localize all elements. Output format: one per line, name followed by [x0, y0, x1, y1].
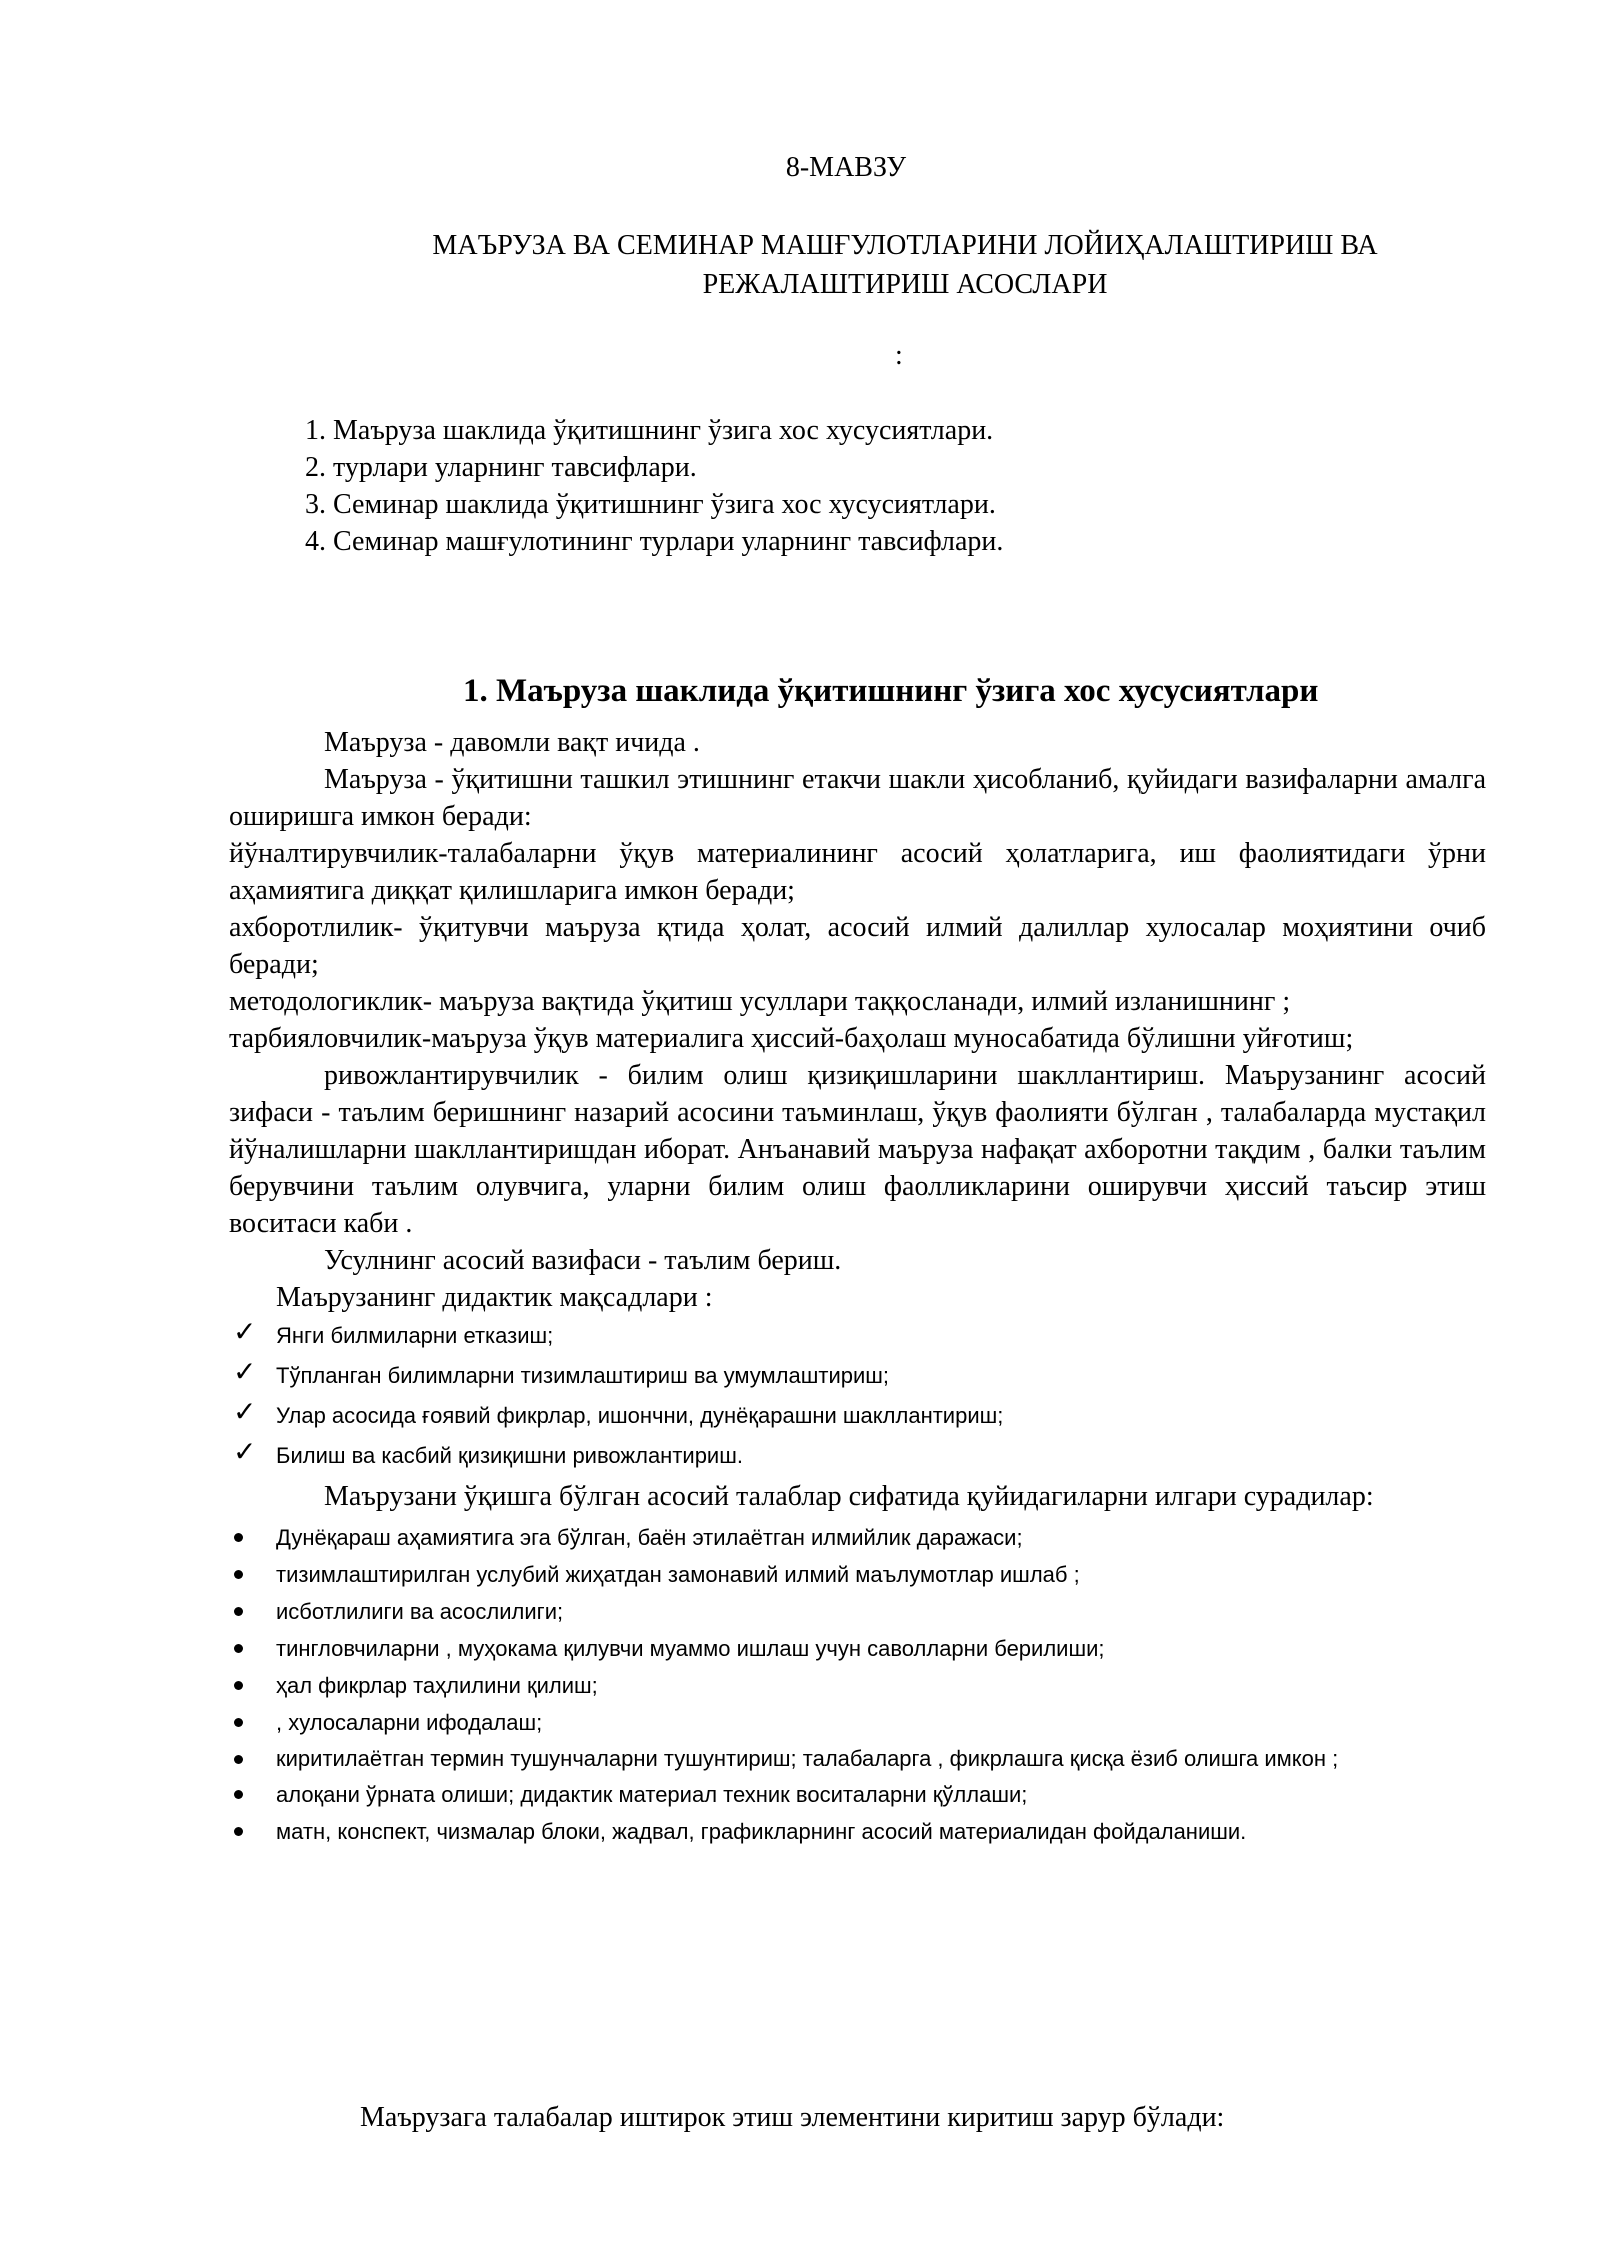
paragraph-8: Усулнинг асосий вазифаси - таълим бериш.: [324, 1245, 842, 1276]
bullet-text: , хулосаларни ифодалаш;: [276, 1710, 543, 1735]
bullet-icon: [234, 1827, 243, 1836]
check-icon: ✓: [233, 1437, 257, 1468]
bullet-icon: [234, 1755, 243, 1764]
bullet-item: [229, 1667, 1486, 1704]
checklist-item: [229, 1356, 1486, 1396]
outline-item: 3. Семинар шаклида ўқитишнинг ўзига хос хусусиятлари.: [305, 489, 996, 520]
paragraph-11: Маърузага талабалар иштирок этиш элементини киритиш зарур бўлади:: [360, 2102, 1225, 2133]
bullet-icon: [234, 1607, 243, 1616]
bullet-item: [229, 1776, 1486, 1813]
bullet-item: [229, 1593, 1486, 1630]
bullet-text: тизимлаштирилган услубий жиҳатдан замонавий илмий маълумотлар ишлаб ;: [276, 1562, 1080, 1587]
check-icon: ✓: [233, 1357, 257, 1388]
checklist-text: Билиш ва касбий қизиқишни ривожлантириш.: [276, 1443, 743, 1468]
paragraph-2: Маъруза - ўқитишни ташкил этишнинг етакчи шакли ҳисобланиб, қуйидаги вазифаларни амалга оширишга имкон беради:: [229, 764, 1486, 832]
paragraph-3: йўналтирувчилик-талабаларни ўқув материалининг асосий ҳолатларига, иш фаолиятидаги ўрни аҳамиятига диққат қилишларига имкон беради;: [229, 838, 1486, 906]
bullet-icon: [234, 1644, 243, 1653]
bullet-item: [229, 1813, 1486, 1850]
paragraph-6: тарбияловчилик-маъруза ўқув материалига ҳиссий-баҳолаш муносабатида бўлишни уйғотиш;: [229, 1023, 1354, 1054]
body-text: [229, 724, 1486, 1850]
paragraph-5: методологиклик- маъруза вақтида ўқитиш усуллари таққосланади, илмий изланишнинг ;: [229, 986, 1291, 1017]
checklist-item: [229, 1396, 1486, 1436]
paragraph-9: Маърузанинг дидактик мақсадлари :: [276, 1282, 713, 1313]
bullet-item: [229, 1630, 1486, 1667]
paragraph-4: ахборотлилик- ўқитувчи маъруза қтида ҳолат, асосий илмий далиллар хулосалар моҳиятини очиб беради;: [229, 912, 1486, 980]
paragraph-7: ривожлантирувчилик - билим олиш қизиқишларини шакллантириш. Маърузанинг асосий зифаси - таълим беришнинг назарий асосини таъминлаш, ўқув фаолияти бўлган , талабаларда мустақил йўналишларни шакллантиришдан иборат. Анъанавий маъруза нафақат ахборотни тақдим , балки таълим берувчини таълим олувчига, уларни билим олиш фаолликларини оширувчи ҳиссий таъсир этиш воситаси каби .: [229, 1060, 1486, 1239]
bullet-text: исботлилиги ва асослилиги;: [276, 1599, 564, 1624]
section-heading: 1. Маъруза шаклида ўқитишнинг ўзига хос хусусиятлари: [463, 673, 1319, 709]
bullet-text: Дунёқараш аҳамиятига эга бўлган, баён этилаётган илмийлик даражаси;: [276, 1525, 1023, 1550]
colon-mark: :: [895, 340, 903, 371]
topic-number: 8-МАВЗУ: [785, 152, 907, 183]
outline-item: 1. Маъруза шаклида ўқитишнинг ўзига хос хусусиятлари.: [305, 415, 994, 446]
checklist-item: [229, 1316, 1486, 1356]
bullet-icon: [234, 1681, 243, 1690]
bullet-text: киритилаётган термин тушунчаларни тушунтириш; талабаларга , фикрлашга қисқа ёзиб олишга имкон ;: [276, 1746, 1339, 1771]
checklist-text: Янги билмиларни етказиш;: [276, 1323, 554, 1348]
bullet-icon: [234, 1533, 243, 1542]
outline-item: 4. Семинар машғулотининг турлари уларнинг тавсифлари.: [305, 526, 1004, 557]
check-icon: ✓: [233, 1397, 257, 1428]
check-icon: ✓: [233, 1317, 257, 1348]
checklist-text: Улар асосида ғоявий фикрлар, ишончни, дунёқарашни шакллантириш;: [276, 1403, 1004, 1428]
title-line-2: РЕЖАЛАШТИРИШ АСОСЛАРИ: [702, 269, 1108, 300]
bullet-text: ҳал фикрлар таҳлилини қилиш;: [276, 1673, 598, 1698]
bullet-text: алоқани ўрната олиши; дидактик материал техник воситаларни қўллаши;: [276, 1782, 1028, 1807]
title-line-1: МАЪРУЗА ВА СЕМИНАР МАШҒУЛОТЛАРИНИ ЛОЙИҲАЛАШТИРИШ ВА: [432, 230, 1378, 261]
paragraph-10: Маърузани ўқишга бўлган асосий талаблар сифатида қуйидагиларни илгари сурадилар:: [324, 1481, 1374, 1512]
checklist-text: Тўпланган билимларни тизимлаштириш ва умумлаштириш;: [276, 1363, 890, 1388]
paragraph-1: Маъруза - давомли вақт ичида .: [324, 727, 700, 758]
checklist-item: [229, 1436, 1486, 1476]
bullet-item: [229, 1741, 1486, 1776]
outline-item: 2. турлари уларнинг тавсифлари.: [305, 452, 697, 483]
bullet-item: [229, 1519, 1486, 1556]
topic-outline: [305, 412, 1003, 560]
bullet-item: [229, 1704, 1486, 1741]
requirements-list: [229, 1519, 1486, 1850]
didactic-goals-list: [229, 1316, 1486, 1476]
bullet-text: тингловчиларни , муҳокама қилувчи муаммо ишлаш учун саволларни берилиши;: [276, 1636, 1105, 1661]
bullet-icon: [234, 1790, 243, 1799]
bullet-icon: [234, 1718, 243, 1727]
bullet-item: [229, 1556, 1486, 1593]
bullet-icon: [234, 1570, 243, 1579]
document-title: [330, 226, 1480, 304]
bullet-text: матн, конспект, чизмалар блоки, жадвал, графикларнинг асосий материалидан фойдаланиши.: [276, 1819, 1247, 1844]
